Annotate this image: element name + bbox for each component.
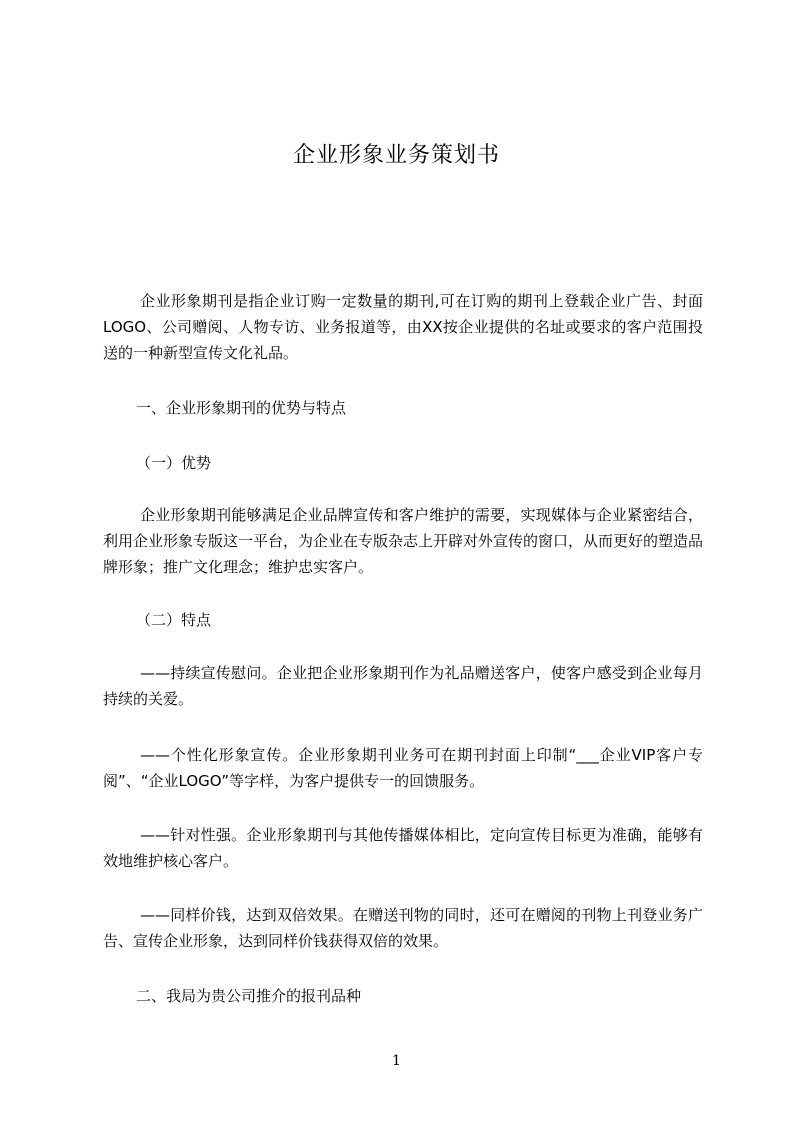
page-number: 1 [392, 1053, 401, 1069]
feature-paragraph-4: ——同样价钱，达到双倍效果。在赠送刊物的同时，还可在赠阅的刊物上刊登业务广告、宣传企业形象，达到同样价钱获得双倍的效果。 [103, 906, 703, 950]
feature-paragraph-3: ——针对性强。企业形象期刊与其他传播媒体相比，定向宣传目标更为准确，能够有效地维护核心客户。 [103, 826, 703, 870]
document-title: 企业形象业务策划书 [292, 143, 500, 168]
feature-paragraph-2: ——个性化形象宣传。企业形象期刊业务可在期刊封面上印制“___企业VIP客户专阅”、“企业LOGO”等字样，为客户提供专一的回馈服务。 [103, 746, 703, 790]
section1-heading: 一、企业形象期刊的优势与特点 [136, 399, 347, 417]
intro-paragraph: 企业形象期刊是指企业订购一定数量的期刊,可在订购的期刊上登载企业广告、封面LOGO、公司赠阅、人物专访、业务报道等，由XX按企业提供的名址或要求的客户范围投送的一种新型宣传文化礼品。 [103, 292, 703, 362]
section2-heading: 二、我局为贵公司推介的报刊品种 [136, 987, 362, 1005]
sub1-paragraph: 企业形象期刊能够满足企业品牌宣传和客户维护的需要，实现媒体与企业紧密结合，利用企业形象专版这一平台，为企业在专版杂志上开辟对外宣传的窗口，从而更好的塑造品牌形象；推广文化理念；维护忠实客户。 [103, 506, 704, 576]
feature-paragraph-1: ——持续宣传慰问。企业把企业形象期刊作为礼品赠送客户，使客户感受到企业每月持续的关爱。 [103, 664, 703, 708]
sub1-heading: （一）优势 [136, 454, 212, 472]
sub2-heading: （二）特点 [136, 611, 212, 629]
